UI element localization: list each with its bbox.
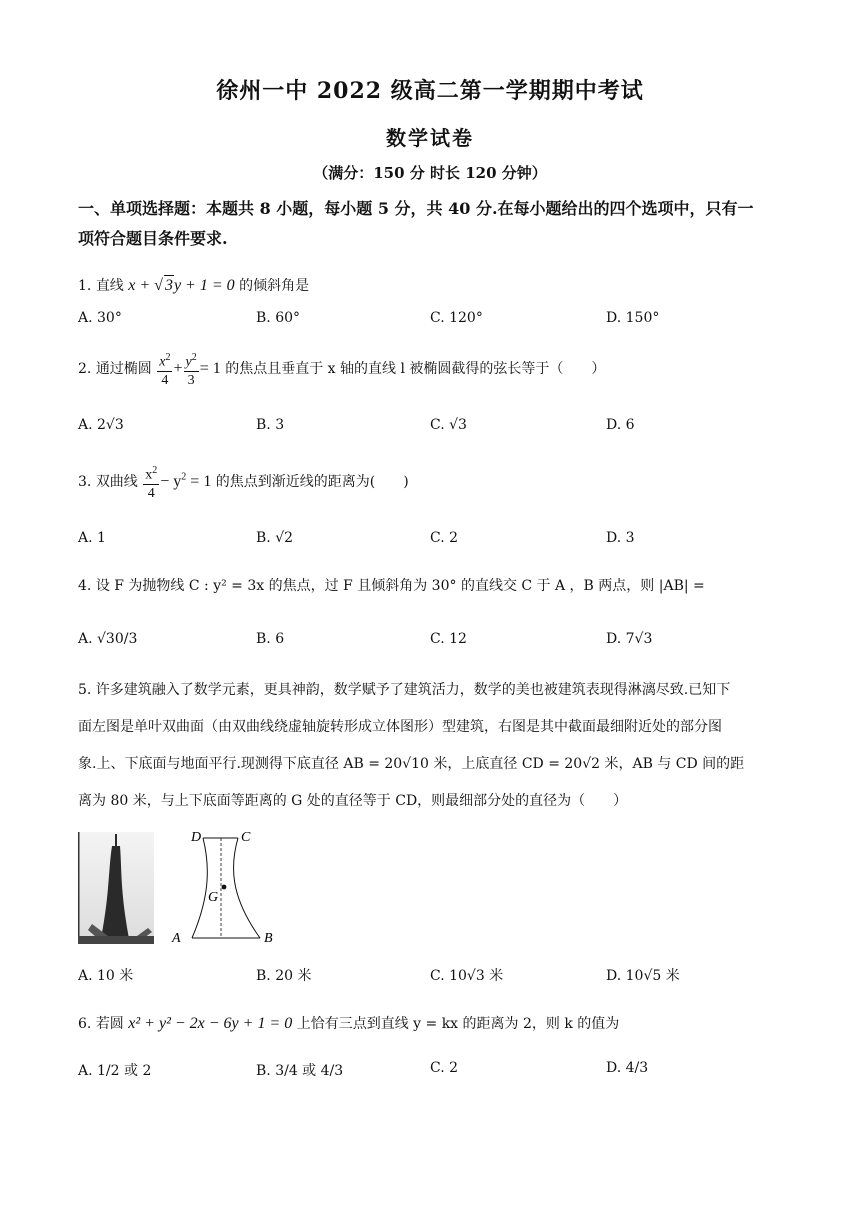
option-d: D. 7√3: [606, 631, 653, 647]
question-text-post: 上恰有三点到直线 y = kx 的距离为 2，则 k 的值为: [296, 1016, 620, 1032]
label-g: G: [208, 890, 219, 905]
question-number: 2.: [78, 360, 92, 377]
option-d: D. 6: [606, 417, 635, 433]
question-text-pre: 直线: [95, 278, 124, 294]
question-6: [78, 1014, 793, 1034]
question-number: 4.: [78, 578, 92, 594]
label-a: A: [172, 931, 181, 946]
point-g: [222, 885, 227, 890]
tower-photo: [78, 832, 154, 944]
exam-subtitle: 数学试卷: [386, 126, 474, 150]
option-a: A. 1/2 或 2: [78, 1063, 152, 1079]
section-heading: [78, 194, 793, 254]
option-b: B. 20 米: [256, 968, 312, 984]
question-text-pre: 若圆: [95, 1016, 124, 1032]
hyperboloid-section-diagram: [170, 826, 285, 948]
question-formula: x + √ 3y + 1 = 0: [128, 277, 235, 294]
exam-meta: （满分：150 分 时长 120 分钟）: [313, 164, 547, 182]
question-formula: $\frac{x^2}{4}$ + $\frac{y^2}{3}$ = 1: [156, 361, 225, 377]
option-a: A. 30°: [78, 310, 122, 326]
option-b: B. 60°: [256, 310, 301, 326]
question-text-post: 的倾斜角是: [239, 278, 310, 294]
question-formula: x² + y² − 2x − 6y + 1 = 0: [128, 1015, 293, 1032]
label-d: D: [191, 830, 202, 845]
option-c: C. 10√3 米: [430, 968, 504, 984]
right-hyperbola-branch: [233, 838, 260, 938]
option-d: D. 10√5 米: [606, 968, 680, 984]
left-hyperbola-branch: [192, 838, 207, 938]
option-c: C. 2: [430, 530, 459, 546]
section-heading-line2: 项符合题目条件要求.: [78, 229, 228, 248]
option-a: A. √30/3: [78, 631, 138, 647]
question-5: [78, 672, 793, 820]
question-number: 6.: [78, 1016, 92, 1032]
question-text-post: 的焦点到渐近线的距离为( ): [215, 473, 409, 490]
question-5-line: 离为 80 米，与上下底面等距离的 G 处的直径等于 CD，则最细部分处的直径为（ ）: [78, 793, 628, 809]
question-2-options: [78, 417, 793, 441]
question-1-options: [78, 310, 793, 334]
question-formula: $\frac{x^2}{4}$ − $y^2 = 1$: [142, 474, 216, 490]
label-c: C: [241, 830, 251, 845]
question-6-options: [78, 1060, 793, 1084]
question-1: [78, 275, 793, 296]
option-c: C. 2: [430, 1060, 459, 1076]
option-b: B. 6: [256, 631, 285, 647]
photo-border: [78, 832, 80, 944]
question-5-options: [78, 965, 793, 989]
question-3: [78, 462, 793, 502]
question-2: [78, 349, 793, 389]
question-text-pre: 通过椭圆: [95, 360, 152, 377]
option-c: C. √3: [430, 417, 467, 433]
label-b: B: [264, 931, 273, 946]
option-a: A. 10 米: [78, 968, 134, 984]
question-5-line: 5. 许多建筑融入了数学元素，更具神韵，数学赋予了建筑活力，数学的美也被建筑表现得淋漓尽致.已知下: [78, 682, 731, 698]
question-text-post: 的焦点且垂直于 x 轴的直线 l 被椭圆截得的弦长等于（ ）: [225, 360, 606, 377]
question-number: 1.: [78, 278, 92, 294]
option-a: A. 1: [78, 530, 106, 546]
question-4-options: [78, 631, 793, 655]
option-d: D. 4/3: [606, 1060, 649, 1076]
question-text-pre: 双曲线: [95, 473, 138, 490]
option-c: C. 12: [430, 631, 467, 647]
option-b: B. √2: [256, 530, 294, 546]
option-b: B. 3/4 或 4/3: [256, 1063, 344, 1079]
question-number: 3.: [78, 473, 92, 490]
question-3-options: [78, 530, 793, 554]
question-5-line: 象.上、下底面与地面平行.现测得下底直径 AB = 20√10 米，上底直径 CD = 20√2 米，AB 与 CD 间的距: [78, 756, 745, 772]
option-a: A. 2√3: [78, 417, 124, 433]
option-c: C. 120°: [430, 310, 483, 326]
question-5-line: 面左图是单叶双曲面（由双曲线绕虚轴旋转形成立体图形）型建筑，右图是其中截面最细附近处的部分图: [78, 719, 722, 735]
section-heading-line1: 一、单项选择题：本题共 8 小题，每小题 5 分，共 40 分.在每小题给出的四个选项中，只有一: [78, 199, 754, 218]
option-d: D. 3: [606, 530, 635, 546]
photo-ground: [78, 936, 154, 944]
option-d: D. 150°: [606, 310, 660, 326]
option-b: B. 3: [256, 417, 285, 433]
question-text: 设 F 为抛物线 C : y² = 3x 的焦点，过 F 且倾斜角为 30° 的直线交 C 于 A ，B 两点，则 |AB| =: [95, 578, 705, 594]
question-4: [78, 576, 793, 596]
exam-title: 徐州一中 2022 级高二第一学期期中考试: [216, 78, 644, 104]
